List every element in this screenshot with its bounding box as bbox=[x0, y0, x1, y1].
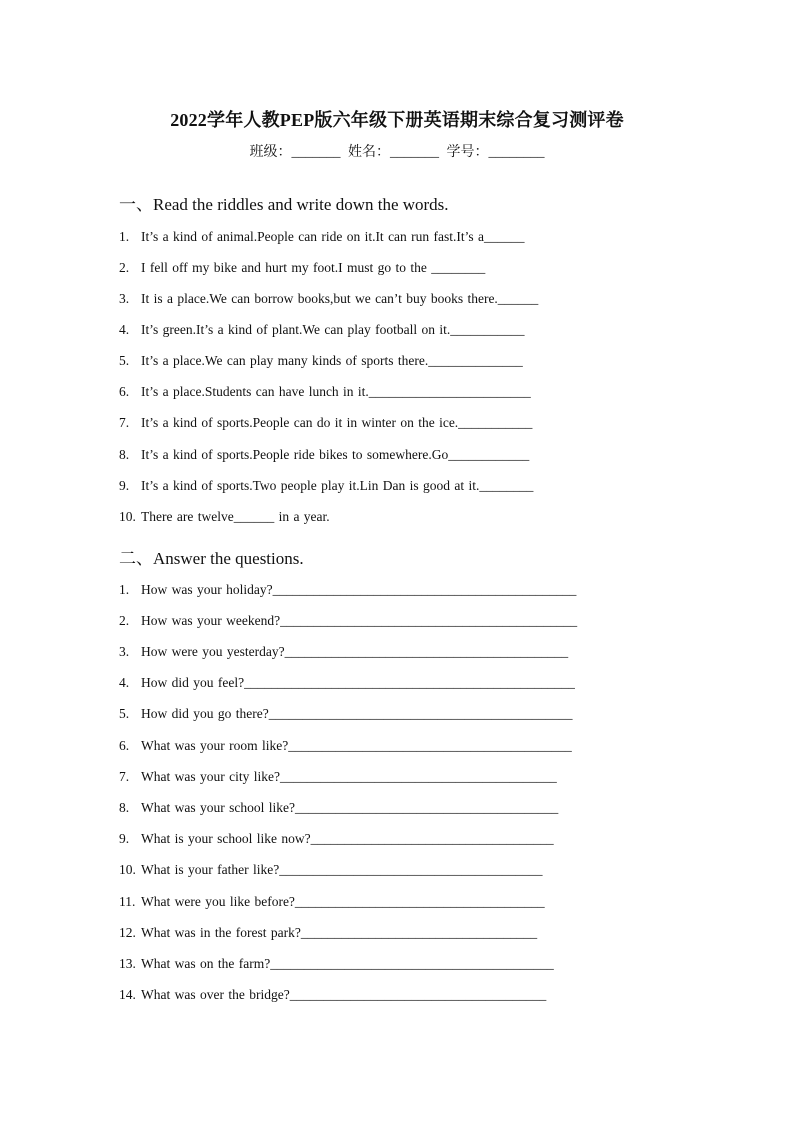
item-number: 6. bbox=[119, 738, 130, 753]
question-item-8[interactable] bbox=[119, 800, 558, 816]
item-number: 10. bbox=[119, 509, 136, 524]
page-title: 2022学年人教PEP版六年级下册英语期末综合复习测评卷 bbox=[170, 110, 624, 130]
item-text: What is your school like now?____________________________________ bbox=[141, 831, 554, 846]
riddle-item-7[interactable] bbox=[119, 415, 532, 431]
student-info-line bbox=[0, 141, 794, 161]
question-item-12[interactable] bbox=[119, 925, 537, 941]
item-number: 9. bbox=[119, 478, 130, 493]
item-number: 3. bbox=[119, 644, 130, 659]
question-item-2[interactable] bbox=[119, 613, 577, 629]
question-item-13[interactable] bbox=[119, 956, 554, 972]
item-text: What was over the bridge?______________________________________ bbox=[141, 987, 547, 1002]
item-number: 10. bbox=[119, 862, 136, 877]
item-number: 12. bbox=[119, 925, 136, 940]
question-item-9[interactable] bbox=[119, 831, 554, 847]
question-item-5[interactable] bbox=[119, 706, 572, 722]
riddle-item-6[interactable] bbox=[119, 384, 531, 400]
item-number: 8. bbox=[119, 800, 130, 815]
item-text: How were you yesterday?__________________________________________ bbox=[141, 644, 569, 659]
question-item-6[interactable] bbox=[119, 738, 572, 754]
question-item-10[interactable] bbox=[119, 862, 542, 878]
item-text: How did you feel?_________________________________________________ bbox=[141, 675, 575, 690]
item-text: There are twelve______ in a year. bbox=[141, 509, 330, 524]
question-item-7[interactable] bbox=[119, 769, 557, 785]
item-number: 5. bbox=[119, 706, 130, 721]
item-text: It’s a kind of sports.People ride bikes to somewhere.Go____________ bbox=[141, 447, 530, 462]
item-text: How did you go there?_____________________________________________ bbox=[141, 706, 573, 721]
item-text: What was on the farm?__________________________________________ bbox=[141, 956, 554, 971]
item-text: What was your room like?__________________________________________ bbox=[141, 738, 572, 753]
question-item-11[interactable] bbox=[119, 894, 545, 910]
name-field[interactable]: 姓名：_______ bbox=[348, 145, 439, 160]
item-number: 3. bbox=[119, 291, 130, 306]
item-text: What was your school like?_______________________________________ bbox=[141, 800, 559, 815]
riddle-item-3[interactable] bbox=[119, 291, 538, 307]
item-text: It’s green.It’s a kind of plant.We can play football on it.___________ bbox=[141, 322, 525, 337]
riddle-item-1[interactable] bbox=[119, 229, 525, 245]
item-number: 7. bbox=[119, 415, 130, 430]
item-number: 2. bbox=[119, 613, 130, 628]
riddle-item-2[interactable] bbox=[119, 260, 485, 276]
item-text: What is your father like?_______________________________________ bbox=[141, 862, 543, 877]
item-text: It’s a kind of sports.Two people play it.Lin Dan is good at it.________ bbox=[141, 478, 534, 493]
item-text: What was your city like?_________________________________________ bbox=[141, 769, 557, 784]
question-item-14[interactable] bbox=[119, 987, 546, 1003]
item-text: It’s a place.Students can have lunch in it.________________________ bbox=[141, 384, 531, 399]
item-number: 13. bbox=[119, 956, 136, 971]
section-1-heading: 一、Read the riddles and write down the words. bbox=[119, 195, 449, 214]
item-text: It’s a kind of sports.People can do it in winter on the ice.___________ bbox=[141, 415, 533, 430]
item-text: What was in the forest park?___________________________________ bbox=[141, 925, 538, 940]
item-number: 1. bbox=[119, 229, 130, 244]
question-item-1[interactable] bbox=[119, 582, 576, 598]
item-text: It’s a kind of animal.People can ride on it.It can run fast.It’s a______ bbox=[141, 229, 525, 244]
riddle-item-5[interactable] bbox=[119, 353, 523, 369]
item-number: 2. bbox=[119, 260, 130, 275]
question-item-4[interactable] bbox=[119, 675, 575, 691]
student-number-field[interactable]: 学号：________ bbox=[446, 145, 545, 160]
item-number: 4. bbox=[119, 675, 130, 690]
item-number: 8. bbox=[119, 447, 130, 462]
item-text: How was your weekend?____________________________________________ bbox=[141, 613, 578, 628]
riddle-item-10[interactable] bbox=[119, 509, 330, 525]
item-number: 4. bbox=[119, 322, 130, 337]
item-number: 11. bbox=[119, 894, 136, 909]
item-number: 9. bbox=[119, 831, 130, 846]
item-number: 6. bbox=[119, 384, 130, 399]
item-number: 1. bbox=[119, 582, 130, 597]
class-field[interactable]: 班级：_______ bbox=[249, 145, 341, 160]
riddle-item-4[interactable] bbox=[119, 322, 524, 338]
question-item-3[interactable] bbox=[119, 644, 568, 660]
item-text: How was your holiday?_____________________________________________ bbox=[141, 582, 577, 597]
item-number: 14. bbox=[119, 987, 136, 1002]
riddle-item-8[interactable] bbox=[119, 447, 529, 463]
riddle-item-9[interactable] bbox=[119, 478, 533, 494]
item-text: It’s a place.We can play many kinds of sports there.______________ bbox=[141, 353, 523, 368]
item-number: 7. bbox=[119, 769, 130, 784]
section-2-heading: 二、Answer the questions. bbox=[119, 549, 304, 568]
item-text: I fell off my bike and hurt my foot.I must go to the ________ bbox=[141, 260, 486, 275]
item-text: What were you like before?_____________________________________ bbox=[141, 894, 545, 909]
item-number: 5. bbox=[119, 353, 130, 368]
item-text: It is a place.We can borrow books,but we can’t buy books there.______ bbox=[141, 291, 539, 306]
